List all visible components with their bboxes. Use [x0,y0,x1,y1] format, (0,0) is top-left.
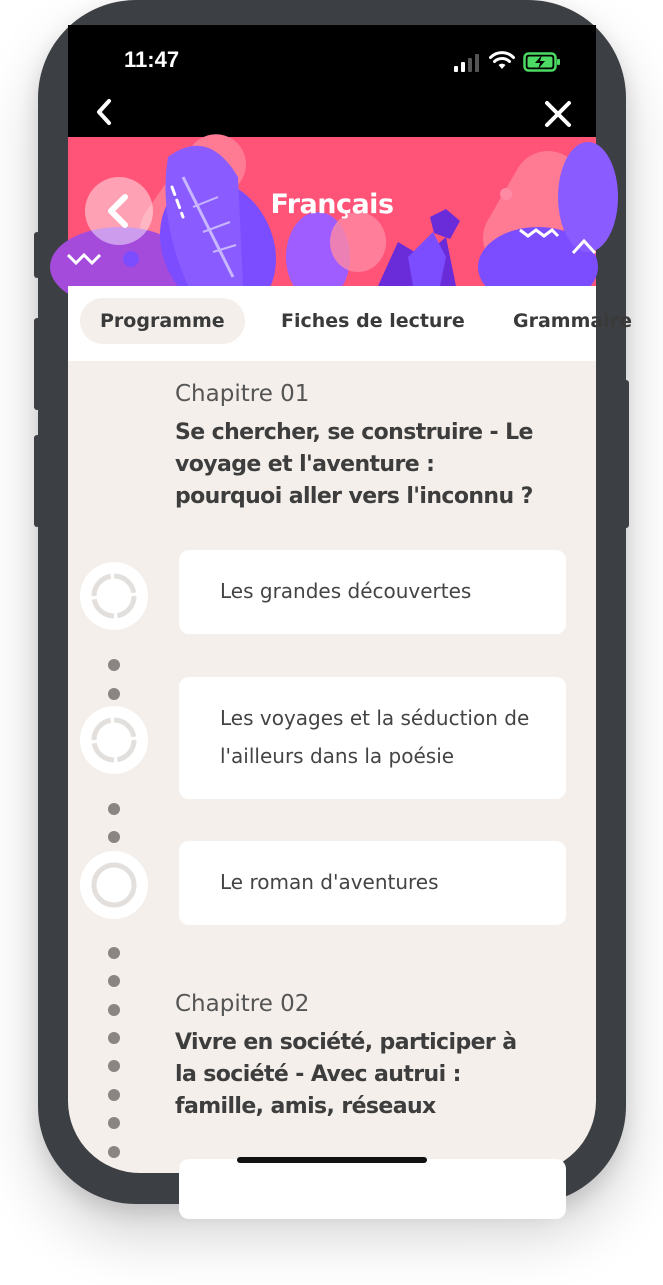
progress-ring-icon [80,851,148,919]
mute-switch [34,232,40,278]
nav-back-button[interactable] [92,97,118,127]
tab-grammaire[interactable]: Grammaire [513,310,632,332]
lesson-card[interactable] [179,841,566,925]
timeline-dot [108,1032,120,1044]
lesson-label: Les grandes découvertes [220,579,472,603]
lesson-label: Les voyages et la séduction de l'ailleurs dans la poésie [220,706,530,768]
tab-programme[interactable]: Programme [80,298,245,344]
volume-up-button [34,318,40,410]
timeline-dot [108,1146,120,1158]
status-time: 11:47 [124,47,180,72]
chapter-number: Chapitre 01 [175,381,310,407]
timeline-dot [108,659,120,671]
timeline-dot [108,803,120,815]
timeline-dot [108,975,120,987]
chapter-number: Chapitre 02 [175,991,310,1017]
chapter-title: Vivre en société, participer à la société - Avec autrui : famille, amis, réseaux [175,1030,517,1119]
lesson-label: Le roman d'aventures [220,870,439,894]
timeline-dot [108,688,120,700]
page-title: Français [270,189,394,220]
program-content [68,361,596,1173]
app-screen [68,25,632,1173]
wifi-icon [489,51,515,71]
status-bar [68,25,596,137]
chapter-title: Se chercher, se construire - Le voyage et l'aventure : pourquoi aller vers l'inconnu ? [175,420,533,509]
tab-fiches-de-lecture[interactable]: Fiches de lecture [281,310,465,332]
timeline-dot [108,1060,120,1072]
progress-ring-icon [80,706,148,774]
lesson-card[interactable] [179,1159,566,1219]
timeline-dot [108,1117,120,1129]
power-button [623,380,629,528]
battery-charging-icon [523,51,563,73]
tab-bar [68,286,632,361]
close-button[interactable] [544,100,572,128]
signal-icon [452,54,482,72]
timeline-dot [108,947,120,959]
progress-ring-icon [80,562,148,630]
home-indicator[interactable] [237,1157,427,1163]
timeline-dot [108,1089,120,1101]
lesson-card[interactable] [179,677,566,799]
volume-down-button [34,435,40,527]
subject-banner [68,137,596,286]
timeline-dot [108,831,120,843]
lesson-card[interactable] [179,550,566,634]
timeline-dot [108,1004,120,1016]
